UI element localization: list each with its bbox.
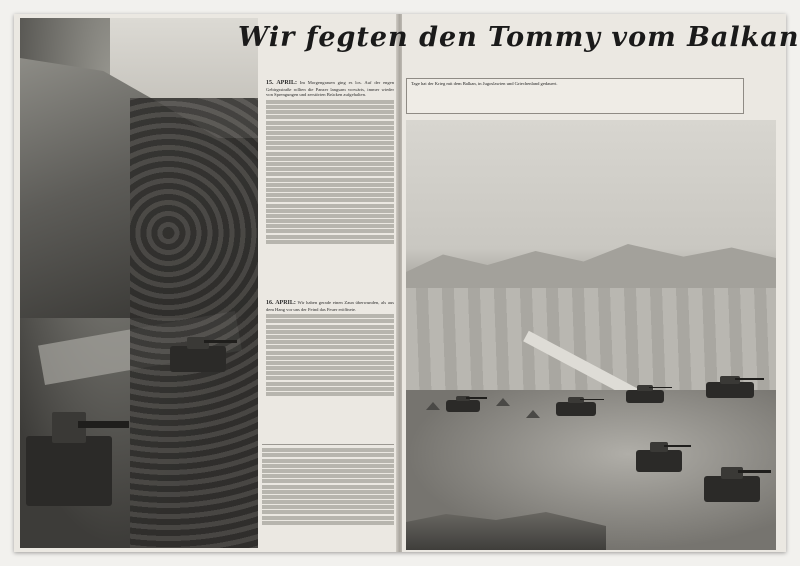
text-line <box>262 505 394 509</box>
text-line <box>266 240 394 244</box>
text-line <box>266 188 394 192</box>
text-line <box>266 121 394 125</box>
text-line <box>262 479 394 483</box>
spread-title: Wir fegten den Tommy vom Balkan <box>238 22 800 53</box>
tank-icon <box>556 402 596 416</box>
text-line <box>262 464 394 468</box>
valley-camp-photo <box>406 120 776 550</box>
text-line <box>266 167 394 171</box>
text-line <box>262 495 394 499</box>
photo-caption-box <box>406 78 744 114</box>
tank-icon <box>626 390 664 403</box>
text-line <box>262 469 394 473</box>
text-line <box>266 356 394 360</box>
text-line <box>262 490 394 494</box>
text-line <box>266 371 394 375</box>
text-line <box>266 204 394 208</box>
left-page <box>14 14 398 552</box>
text-line <box>266 376 394 380</box>
tank-icon <box>26 436 112 506</box>
text-line <box>266 131 394 135</box>
text-line <box>266 110 394 114</box>
tank-icon <box>170 346 226 372</box>
text-line <box>266 345 394 349</box>
article-paragraph <box>266 80 394 98</box>
section-date: 16. APRIL: <box>266 300 296 306</box>
text-line <box>262 459 394 463</box>
section-date: 15. APRIL: <box>266 80 298 86</box>
text-line <box>266 126 394 130</box>
text-line <box>266 229 394 233</box>
tent-icon <box>426 402 440 410</box>
text-line <box>262 474 394 478</box>
text-line <box>266 146 394 150</box>
text-line <box>266 235 394 239</box>
text-line <box>266 105 394 109</box>
text-line <box>266 319 394 323</box>
truck-icon <box>704 476 760 502</box>
text-line <box>262 453 394 457</box>
article-paragraph <box>266 300 394 312</box>
text-line <box>266 392 394 396</box>
text-line <box>266 361 394 365</box>
text-line <box>262 448 394 452</box>
text-line <box>262 500 394 504</box>
text-line <box>266 314 394 318</box>
article-column-top <box>266 80 394 290</box>
text-line <box>266 340 394 344</box>
text-line <box>266 193 394 197</box>
text-line <box>266 141 394 145</box>
text-line <box>266 152 394 156</box>
text-line <box>266 330 394 334</box>
text-line <box>262 521 394 525</box>
text-line <box>266 183 394 187</box>
text-line <box>266 366 394 370</box>
mountain-tanks-photo <box>20 18 258 548</box>
text-line <box>266 100 394 104</box>
section-text: Im Morgengrauen ging es los. Auf der engen Gebirgsstraße rollten die Panzer langsam vorwärts, immer wieder von Sprengungen und zerstörten Brücken aufgehalten. <box>266 80 394 98</box>
tent-icon <box>526 410 540 418</box>
truck-icon <box>636 450 682 472</box>
text-line <box>266 325 394 329</box>
text-line <box>266 157 394 161</box>
section-text: Wir haben gerade einen Zaun überwunden, als aus dem Hang vor uns der Feind das Feuer eröffnete. <box>266 300 394 312</box>
text-line <box>266 382 394 386</box>
text-line <box>266 214 394 218</box>
photo-caption: Tage hat der Krieg mit dem Balkan, in Jugoslawien und Griechenland gedauert. <box>411 81 558 86</box>
text-line <box>266 115 394 119</box>
text-line <box>266 335 394 339</box>
article-column-middle <box>266 300 394 436</box>
text-line <box>262 510 394 514</box>
text-line <box>266 209 394 213</box>
text-line <box>266 172 394 176</box>
article-column-bottom <box>262 444 394 547</box>
text-line <box>266 178 394 182</box>
text-line <box>266 136 394 140</box>
text-line <box>266 198 394 202</box>
text-line <box>266 162 394 166</box>
forest-slope <box>130 98 258 548</box>
tank-icon <box>446 400 480 412</box>
tank-icon <box>706 382 754 398</box>
text-line <box>262 516 394 520</box>
text-line <box>266 387 394 391</box>
text-line <box>262 485 394 489</box>
text-line <box>266 224 394 228</box>
text-line <box>266 219 394 223</box>
text-line <box>266 351 394 355</box>
tent-icon <box>496 398 510 406</box>
